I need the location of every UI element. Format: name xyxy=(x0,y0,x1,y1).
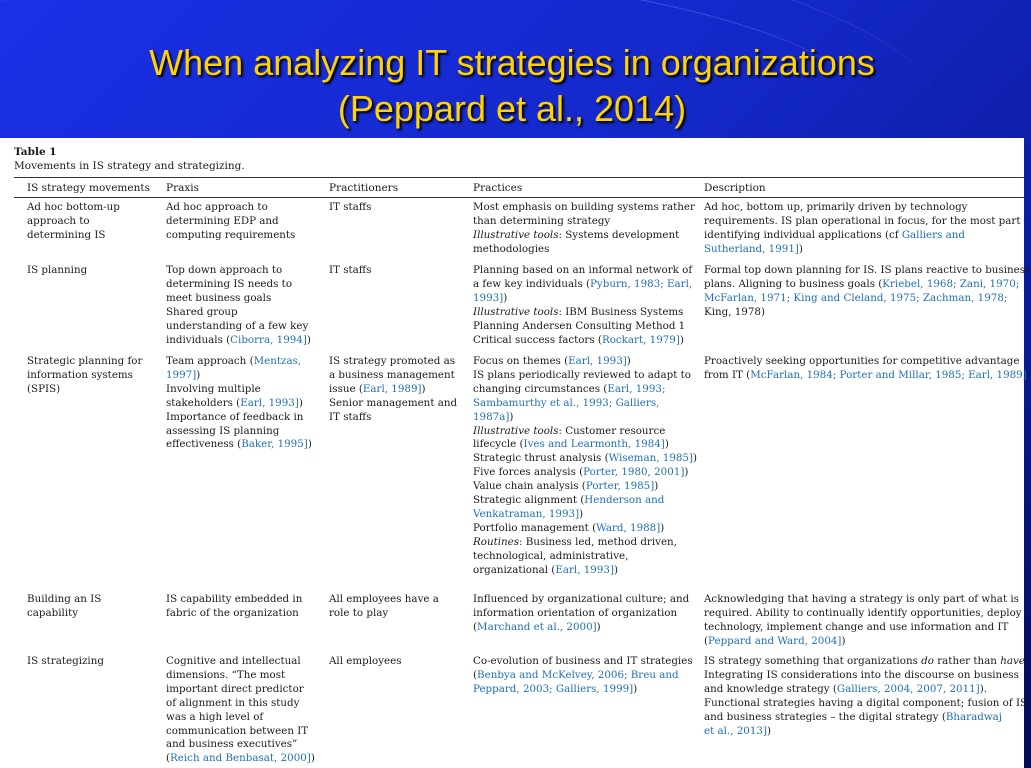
cell-line: important direct predictor xyxy=(166,682,304,695)
cell-line: Illustrative tools: Systems development xyxy=(473,228,680,241)
cell-line: IS capability embedded in xyxy=(166,593,303,605)
cell-line: Formal top down planning for IS. IS plans reactive to business xyxy=(704,264,1031,276)
cell-line: (Peppard and Ward, 2004]) xyxy=(704,634,846,647)
cell-line: McFarlan, 1971; King and Cleland, 1975; Zachman, 1978; xyxy=(704,291,1008,304)
cell-line: Strategic thrust analysis (Wiseman, 1985]) xyxy=(473,452,698,465)
cell-line: Routines: Business led, method driven, xyxy=(473,535,677,548)
cell-line: Peppard, 2003; Galliers, 1999]) xyxy=(473,682,638,695)
cell-line: a business management xyxy=(329,368,455,381)
cell-practitioners xyxy=(329,264,371,278)
cell-line: IS strategizing xyxy=(27,655,104,667)
cell-line: computing requirements xyxy=(166,228,296,241)
cell-movement xyxy=(27,264,87,278)
cell-line: (SPIS) xyxy=(27,382,61,395)
cell-line: a few key individuals (Pyburn, 1983; Earl, xyxy=(473,277,693,290)
cell-line: Critical success factors (Rockart, 1979]) xyxy=(473,333,684,346)
cell-line: IS planning xyxy=(27,264,88,276)
cell-line: IT staffs xyxy=(329,410,372,423)
cell-practitioners xyxy=(329,201,371,215)
cell-line: IS strategy promoted as xyxy=(329,355,455,367)
cell-line: methodologies xyxy=(473,242,550,255)
cell-line: (Marchand et al., 2000]) xyxy=(473,620,601,633)
cell-line: Influenced by organizational culture; and xyxy=(473,593,690,605)
cell-line: 1993]) xyxy=(473,291,508,304)
cell-line: capability xyxy=(27,606,79,619)
cell-line: lifecycle (Ives and Learmonth, 1984]) xyxy=(473,438,669,451)
cell-line: determining EDP and xyxy=(166,214,279,227)
cell-line: Senior management and xyxy=(329,396,458,409)
cell-praxis xyxy=(166,355,312,452)
cell-line: information orientation of organization xyxy=(473,606,678,619)
cell-line: Team approach (Mentzas, xyxy=(166,355,302,367)
cell-line: information systems xyxy=(27,368,133,381)
cell-line: from IT (McFarlan, 1984; Porter and Millar, 1985; Earl, 1989]) xyxy=(704,368,1031,381)
cell-movement xyxy=(27,655,104,669)
cell-practitioners xyxy=(329,655,402,669)
cell-line: requirements. IS plan operational in focus, for the most part xyxy=(704,214,1021,227)
cell-line: Five forces analysis (Porter, 1980, 2001]) xyxy=(473,466,689,479)
cell-line: Building an IS xyxy=(27,593,102,605)
cell-line: understanding of a few key xyxy=(166,319,309,332)
header-praxis: Praxis xyxy=(166,182,200,194)
header-description: Description xyxy=(704,182,766,194)
header-practitioners: Practitioners xyxy=(329,182,399,194)
cell-line: communication between IT xyxy=(166,724,309,737)
cell-movement xyxy=(27,355,142,397)
cell-practices xyxy=(473,355,697,578)
cell-line: determining IS needs to xyxy=(166,277,293,290)
cell-description xyxy=(704,355,1031,383)
cell-line: 1987a]) xyxy=(473,410,514,423)
cell-line: Involving multiple xyxy=(166,382,261,395)
header-movements: IS strategy movements xyxy=(27,182,150,194)
cell-description xyxy=(704,264,1030,320)
cell-line: Focus on themes (Earl, 1993]) xyxy=(473,355,631,367)
cell-line: and knowledge strategy (Galliers, 2004, 2007, 2011]). xyxy=(704,682,987,695)
cell-line: technology, implement change and use information and IT xyxy=(704,620,1009,633)
cell-line: issue (Earl, 1989]) xyxy=(329,382,426,395)
cell-line: Sambamurthy et al., 1993; Galliers, xyxy=(473,396,660,409)
cell-line: Integrating IS considerations into the discourse on business xyxy=(704,668,1019,681)
cell-praxis xyxy=(166,655,315,766)
cell-description xyxy=(704,201,1020,257)
cell-line: IS plans periodically reviewed to adapt to xyxy=(473,368,691,381)
cell-line: Most emphasis on building systems rather xyxy=(473,201,695,213)
table-label: Table 1 xyxy=(14,146,57,158)
cell-practitioners xyxy=(329,593,439,621)
cell-line: and business executives” xyxy=(166,738,298,751)
slide-title-line-1: When analyzing IT strategies in organizations xyxy=(149,42,875,83)
table-caption: Movements in IS strategy and strategizing. xyxy=(14,160,245,172)
cell-description xyxy=(704,655,1028,738)
cell-line: Venkatraman, 1993]) xyxy=(473,507,584,520)
slide-title-line-2: (Peppard et al., 2014) xyxy=(337,88,687,129)
cell-line: determining IS xyxy=(27,228,106,241)
header-practices: Practices xyxy=(473,182,523,194)
cell-line: organizational (Earl, 1993]) xyxy=(473,563,618,576)
cell-line: effectiveness (Baker, 1995]) xyxy=(166,438,312,451)
cell-line: All employees have a xyxy=(329,593,439,605)
cell-line: King, 1978) xyxy=(704,305,765,318)
slide-title xyxy=(0,40,1024,132)
cell-line: IT staffs xyxy=(329,264,372,276)
cell-praxis xyxy=(166,201,295,243)
cell-line: Planning based on an informal network of xyxy=(473,264,693,276)
cell-line: than determining strategy xyxy=(473,214,611,227)
cell-line: Ad hoc bottom-up xyxy=(27,201,120,213)
cell-line: Value chain analysis (Porter, 1985]) xyxy=(473,480,659,493)
cell-line: stakeholders (Earl, 1993]) xyxy=(166,396,303,409)
cell-line: individuals (Ciborra, 1994]) xyxy=(166,333,311,346)
cell-line: plans. Aligning to business goals (Kriebel, 1968; Zani, 1970; xyxy=(704,277,1020,290)
cell-line: required. Ability to continually identify opportunities, deploy xyxy=(704,606,1022,619)
cell-practices xyxy=(473,201,695,257)
cell-line: and business strategies – the digital strategy (Bharadwaj xyxy=(704,710,1002,723)
cell-line: was a high level of xyxy=(166,710,264,723)
header-bottom-rule xyxy=(14,197,1024,198)
cell-line: fabric of the organization xyxy=(166,606,299,619)
cell-line: Strategic alignment (Henderson and xyxy=(473,494,665,507)
cell-line: Illustrative tools: Customer resource xyxy=(473,424,666,437)
cell-line: IT staffs xyxy=(329,201,372,213)
cell-line: Co-evolution of business and IT strategies xyxy=(473,655,693,667)
cell-line: identifying individual applications (cf Galliers and xyxy=(704,228,965,241)
cell-practices xyxy=(473,593,689,635)
cell-line: Strategic planning for xyxy=(27,355,143,367)
cell-line: IS strategy something that organizations do rather than have. xyxy=(704,655,1029,667)
cell-line: 1997]) xyxy=(166,368,201,381)
cell-line: (Benbya and McKelvey, 2006; Breu and xyxy=(473,668,679,681)
cell-description xyxy=(704,593,1022,649)
cell-line: et al., 2013]) xyxy=(704,724,772,737)
cell-line: approach to xyxy=(27,214,90,227)
cell-line: All employees xyxy=(329,655,402,667)
cell-line: (Reich and Benbasat, 2000]) xyxy=(166,752,315,765)
cell-line: Portfolio management (Ward, 1988]) xyxy=(473,521,665,534)
cell-line: Sutherland, 1991]) xyxy=(704,242,803,255)
table-image xyxy=(0,138,1031,768)
cell-praxis xyxy=(166,264,311,347)
cell-line: Acknowledging that having a strategy is only part of what is xyxy=(704,593,1019,605)
cell-line: Cognitive and intellectual xyxy=(166,655,301,667)
cell-praxis xyxy=(166,593,302,621)
cell-line: role to play xyxy=(329,606,389,619)
cell-line: changing circumstances (Earl, 1993; xyxy=(473,382,666,395)
cell-practices xyxy=(473,264,692,347)
cell-practitioners xyxy=(329,355,457,425)
cell-line: Proactively seeking opportunities for competitive advantage xyxy=(704,355,1020,367)
table-top-rule xyxy=(14,177,1024,178)
cell-line: Ad hoc, bottom up, primarily driven by technology xyxy=(704,201,968,213)
cell-line: Top down approach to xyxy=(166,264,283,276)
cell-line: Importance of feedback in xyxy=(166,410,304,423)
cell-practices xyxy=(473,655,693,697)
cell-line: Planning Andersen Consulting Method 1 xyxy=(473,319,686,332)
cell-line: Illustrative tools: IBM Business Systems xyxy=(473,305,684,318)
cell-movement xyxy=(27,593,101,621)
cell-line: of alignment in this study xyxy=(166,696,300,709)
cell-line: meet business goals xyxy=(166,291,272,304)
cell-line: technological, administrative, xyxy=(473,549,629,562)
cell-line: Ad hoc approach to xyxy=(166,201,268,213)
cell-line: dimensions. “The most xyxy=(166,668,286,681)
cell-line: assessing IS planning xyxy=(166,424,280,437)
cell-line: Shared group xyxy=(166,305,238,318)
cell-movement xyxy=(27,201,120,243)
cell-line: Functional strategies having a digital component; fusion of IS xyxy=(704,696,1028,709)
